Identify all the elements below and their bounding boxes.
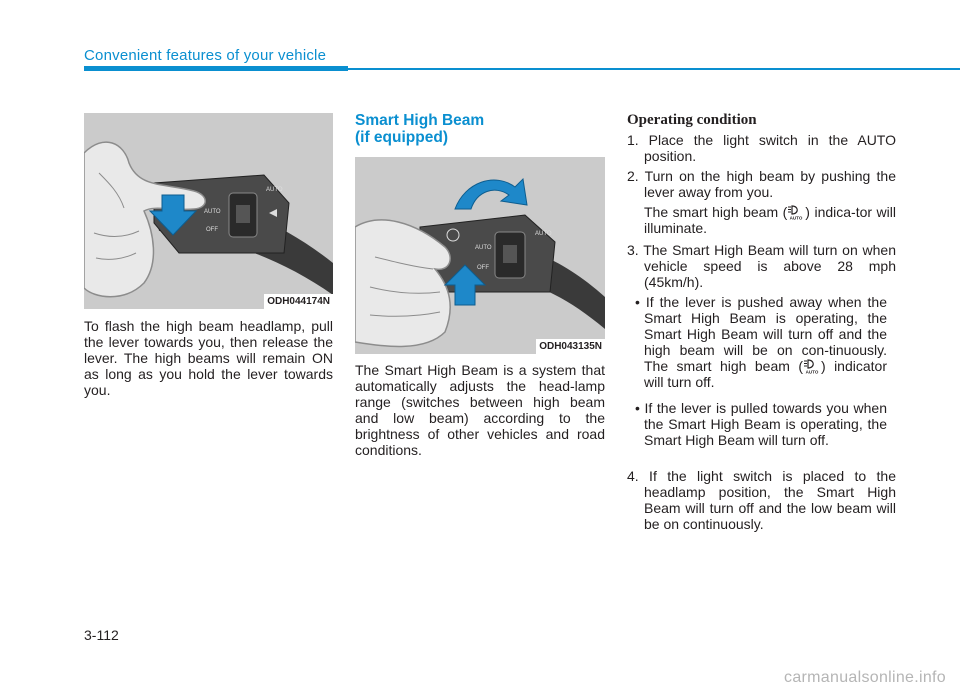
flash-to-pass-paragraph: To flash the high beam headlamp, pull the lever towards you, then release the lever. The high beams will remain ON as long as you hold the lever towards you. bbox=[84, 318, 333, 398]
svg-text:AUTO: AUTO bbox=[204, 209, 221, 215]
figure-code: ODH044174N bbox=[264, 294, 333, 309]
figure-code: ODH043135N bbox=[536, 339, 605, 354]
auto-icon-label: AUTO bbox=[789, 215, 803, 220]
bullet-2: • If the lever is pulled towards you when the Smart High Beam is operating, the Smart High Beam will turn off. bbox=[635, 400, 887, 448]
figure-flash-to-pass bbox=[84, 113, 333, 309]
bullet-1 bbox=[627, 294, 887, 390]
svg-text:AUTO: AUTO bbox=[475, 245, 492, 251]
smart-high-beam-auto-icon bbox=[803, 358, 821, 374]
auto-icon-label: AUTO bbox=[805, 369, 819, 374]
smart-high-beam-auto-icon bbox=[787, 204, 805, 220]
watermark: carmanualsonline.info bbox=[784, 669, 946, 686]
list-item-2-sub bbox=[627, 204, 896, 236]
header-bar-left bbox=[84, 66, 348, 71]
svg-text:OFF: OFF bbox=[206, 227, 218, 233]
lever-pull-illustration bbox=[84, 113, 333, 309]
svg-text:AUTO: AUTO bbox=[535, 231, 552, 237]
bullet-1-text-after: ) indicator will turn off. bbox=[644, 358, 887, 390]
indicator-text-after: ) indica-tor will illuminate. bbox=[644, 204, 896, 236]
page-number: 3-112 bbox=[84, 627, 119, 643]
header-bar-right bbox=[348, 68, 960, 70]
operating-condition-heading: Operating condition bbox=[627, 112, 757, 128]
bullet-1-text-before: • If the lever is pushed away when the Smart High Beam is operating, the Smart High Beam will turn off and the high beam will be on con-tinuously. The smart high beam ( bbox=[635, 294, 887, 374]
indicator-text-before: The smart high beam ( bbox=[644, 204, 788, 220]
svg-text:AUTO: AUTO bbox=[266, 187, 283, 193]
svg-text:OFF: OFF bbox=[477, 265, 489, 271]
lever-push-illustration bbox=[355, 157, 605, 354]
list-item-3: 3. The Smart High Beam will turn on when vehicle speed is above 28 mph (45km/h). bbox=[627, 242, 896, 290]
header-title: Convenient features of your vehicle bbox=[84, 47, 327, 64]
figure-smart-high-beam bbox=[355, 157, 605, 354]
list-item-2: 2. Turn on the high beam by pushing the lever away from you. bbox=[627, 168, 896, 200]
section-heading-line1: Smart High Beam bbox=[355, 112, 485, 129]
section-heading-line2: (if equipped) bbox=[355, 129, 448, 146]
list-item-4: 4. If the light switch is placed to the headlamp position, the Smart High Beam will turn off and the low beam will be on continuously. bbox=[627, 468, 896, 532]
operating-condition-list bbox=[627, 132, 896, 532]
smart-high-beam-paragraph: The Smart High Beam is a system that automatically adjusts the head-lamp range (switches between high beam and low beam) according to the brightness of other vehicles and road conditions. bbox=[355, 362, 605, 458]
list-item-1: 1. Place the light switch in the AUTO position. bbox=[627, 132, 896, 164]
section-heading bbox=[355, 112, 605, 146]
